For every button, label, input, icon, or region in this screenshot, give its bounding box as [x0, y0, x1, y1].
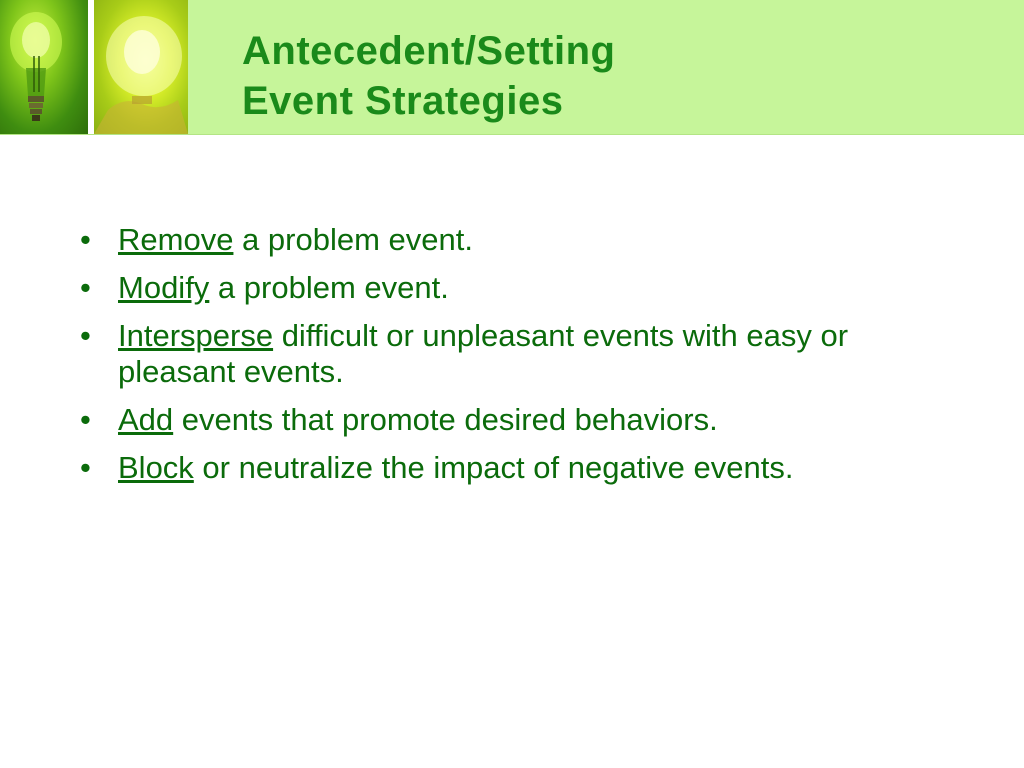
bullet-icon: • [80, 450, 91, 485]
bullet-keyword: Intersperse [118, 318, 274, 353]
bullet-text: or neutralize the impact of negative events. [193, 450, 794, 485]
list-item [76, 318, 956, 390]
bullet-keyword: Remove [118, 222, 234, 257]
bullet-keyword: Block [118, 450, 194, 485]
glowing-bulb-icon [94, 0, 188, 134]
slide-title [242, 26, 615, 126]
light-bulb-image-left [0, 0, 88, 134]
bullet-icon: • [80, 270, 91, 305]
light-bulb-icon [0, 0, 88, 134]
header-band [0, 0, 1024, 135]
title-line-1: Antecedent/Setting [242, 29, 616, 73]
title-line-2: Event Strategies [242, 79, 564, 123]
bullet-list [76, 222, 956, 498]
list-item [76, 270, 956, 306]
bullet-icon: • [80, 318, 91, 353]
bullet-text: a problem event. [233, 222, 473, 257]
list-item [76, 402, 956, 438]
bullet-keyword: Add [118, 402, 174, 437]
bullet-text: a problem event. [209, 270, 449, 305]
bullet-text: difficult or unpleasant events with easy or pleasant events. [118, 318, 849, 389]
light-bulb-images [0, 0, 188, 134]
list-item [76, 222, 956, 258]
list-item [76, 450, 956, 486]
bullet-keyword: Modify [118, 270, 210, 305]
bullet-text: events that promote desired behaviors. [173, 402, 718, 437]
bullet-icon: • [80, 222, 91, 257]
light-bulb-image-right [94, 0, 188, 134]
bullet-icon: • [80, 402, 91, 437]
